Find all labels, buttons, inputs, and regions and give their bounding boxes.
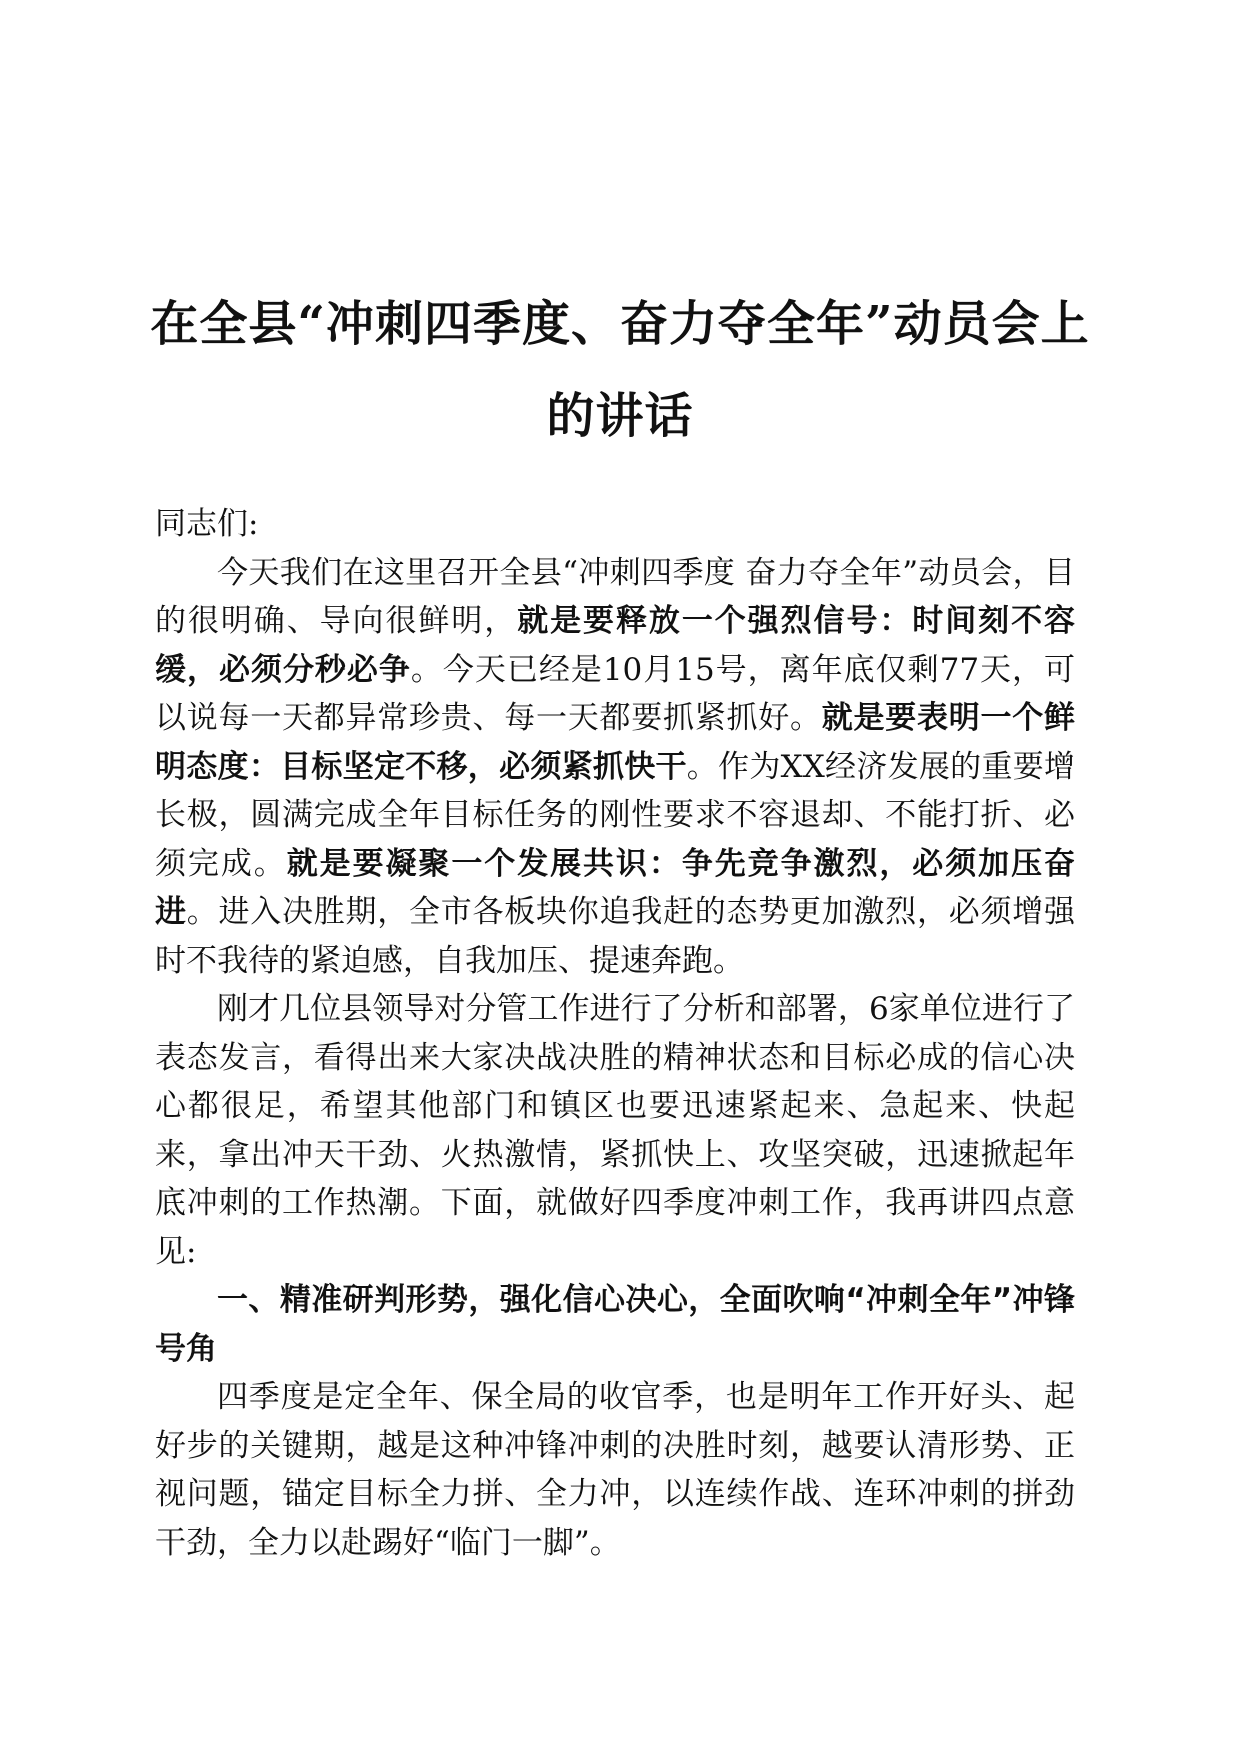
title-line-1: 在全县“冲刺四季度、奋力夺全年”动员会上 [150,296,1090,352]
document-title [150,278,1090,462]
p1-text-4: 。进入决胜期，全市各板块你追我赶的态势更加激烈，必须增强时不我待的紧迫感，自我加压、提速奔跑。 [155,894,1075,979]
p1-highlight-3: 就是要凝聚一个发展共识：争先竞争激烈，必须加压奋进 [155,845,1076,930]
p1-text-1: 今天我们在这里召开全县“冲刺四季度 奋力夺全年”动员会，目的很明确、导向很鲜明， [155,554,1075,639]
paragraph-3: 四季度是定全年、保全局的收官季，也是明年工作开好头、起好步的关键期，越是这种冲锋冲刺的决胜时刻，越要认清形势、正视问题，锚定目标全力拼、全力冲，以连续作战、连环冲刺的拼劲干劲，全力以赴踢好“临门一脚”。 [155,1379,1075,1561]
p1-text-3: 。作为XX经济发展的重要增长极，圆满完成全年目标任务的刚性要求不容退却、不能打折、必须完成。 [155,748,1076,882]
salutation: 同志们: [155,506,259,542]
paragraph-1 [155,549,1075,986]
title-line-2: 的讲话 [546,388,694,444]
p1-text-2: 。今天已经是10月15号，离年底仅剩77天，可以说每一天都异常珍贵、每一天都要抓紧抓好。 [155,651,1076,736]
paragraph-2: 刚才几位县领导对分管工作进行了分析和部署，6家单位进行了表态发言，看得出来大家决战决胜的精神状态和目标必成的信心决心都很足，希望其他部门和镇区也要迅速紧起来、急起来、快起来，拿出冲天干劲、火热激情，紧抓快上、攻坚突破，迅速掀起年底冲刺的工作热潮。下面，就做好四季度冲刺工作，我再讲四点意见: [155,991,1075,1270]
p1-highlight-2: 就是要表明一个鲜明态度：目标坚定不移，必须紧抓快干 [155,700,1075,785]
section-heading-1: 一、精准研判形势，强化信心决心，全面吹响“冲刺全年”冲锋号角 [155,1282,1075,1367]
p1-highlight-1: 就是要释放一个强烈信号：时间刻不容缓，必须分秒必争 [155,603,1076,688]
document-body [155,500,1075,1567]
